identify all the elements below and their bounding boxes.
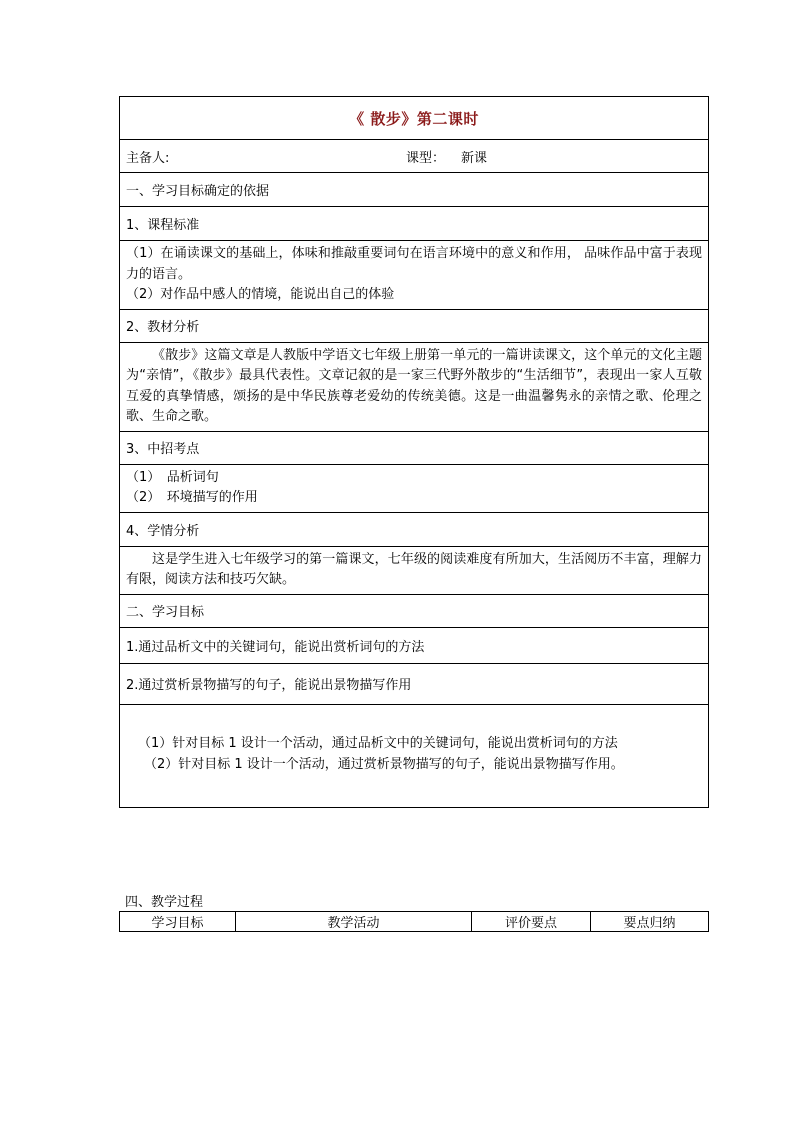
preparer-label: 主备人: bbox=[126, 150, 170, 166]
exam-heading: 3、中招考点 bbox=[126, 442, 200, 457]
title-row bbox=[120, 97, 708, 139]
teaching-process-table bbox=[119, 911, 709, 932]
section-two-heading-row bbox=[120, 594, 708, 627]
lesson-type-value: 新课 bbox=[461, 150, 488, 166]
section-two-heading: 二、学习目标 bbox=[126, 605, 205, 620]
activities-content bbox=[120, 704, 708, 807]
goal-row bbox=[120, 627, 708, 663]
column-header-activity: 教学活动 bbox=[235, 912, 471, 931]
exam-line: （2） 环境描写的作用 bbox=[126, 490, 258, 505]
exam-content bbox=[120, 464, 708, 512]
exam-heading-row bbox=[120, 431, 708, 464]
activity-line: （2）针对目标 1 设计一个活动，通过赏析景物描写的句子，能说出景物描写作用。 bbox=[144, 756, 624, 772]
material-heading: 2、教材分析 bbox=[126, 320, 200, 335]
prep-row bbox=[120, 139, 708, 172]
lesson-plan-table bbox=[119, 96, 709, 808]
section-four-heading: 四、教学过程 bbox=[125, 895, 204, 910]
curriculum-line: （1）在诵读课文的基础上，体味和推敲重要词句在语言环境中的意义和作用， 品味作品中富于表现力的语言。 bbox=[126, 246, 702, 282]
curriculum-heading-row bbox=[120, 206, 708, 240]
learner-content bbox=[120, 546, 708, 594]
learner-heading: 4、学情分析 bbox=[126, 523, 200, 539]
curriculum-heading: 1、课程标准 bbox=[126, 218, 200, 233]
curriculum-content bbox=[120, 240, 708, 309]
column-header-evaluation: 评价要点 bbox=[471, 912, 590, 931]
page-title: 《 散步》第二课时 bbox=[349, 109, 479, 128]
curriculum-line: （2）对作品中感人的情境，能说出自己的体验 bbox=[126, 287, 395, 302]
learner-heading-row bbox=[120, 512, 708, 546]
activity-line: （1）针对目标 1 设计一个活动，通过品析文中的关键词句，能说出赏析词句的方法 bbox=[138, 735, 618, 751]
learner-text: 这是学生进入七年级学习的第一篇课文，七年级的阅读难度有所加大，生活阅历不丰富，理解力有限，阅读方法和技巧欠缺。 bbox=[126, 551, 702, 587]
column-header-goal: 学习目标 bbox=[151, 916, 204, 931]
material-text: 《散步》这篇文章是人教版中学语文七年级上册第一单元的一篇讲读课文，这个单元的文化主题为“亲情”，《散步》最具代表性。文章记叙的是一家三代野外散步的“生活细节”，表现出一家人互敬互爱的真挚情感，颂扬的是中华民族尊老爱幼的传统美德。这是一曲温馨隽永的亲情之歌、伦理之歌、生命之歌。 bbox=[126, 347, 702, 424]
lesson-type-label: 课型： bbox=[406, 150, 446, 166]
section-one-heading-row bbox=[120, 172, 708, 206]
goal-text: 2.通过赏析景物描写的句子，能说出景物描写作用 bbox=[126, 678, 412, 693]
material-content bbox=[120, 342, 708, 431]
goal-text: 1.通过品析文中的关键词句，能说出赏析词句的方法 bbox=[126, 639, 425, 655]
goal-row bbox=[120, 663, 708, 704]
section-one-heading: 一、学习目标确定的依据 bbox=[126, 184, 270, 199]
column-header-summary: 要点归纳 bbox=[590, 912, 708, 931]
exam-line: （1） 品析词句 bbox=[126, 469, 219, 485]
material-heading-row bbox=[120, 309, 708, 342]
